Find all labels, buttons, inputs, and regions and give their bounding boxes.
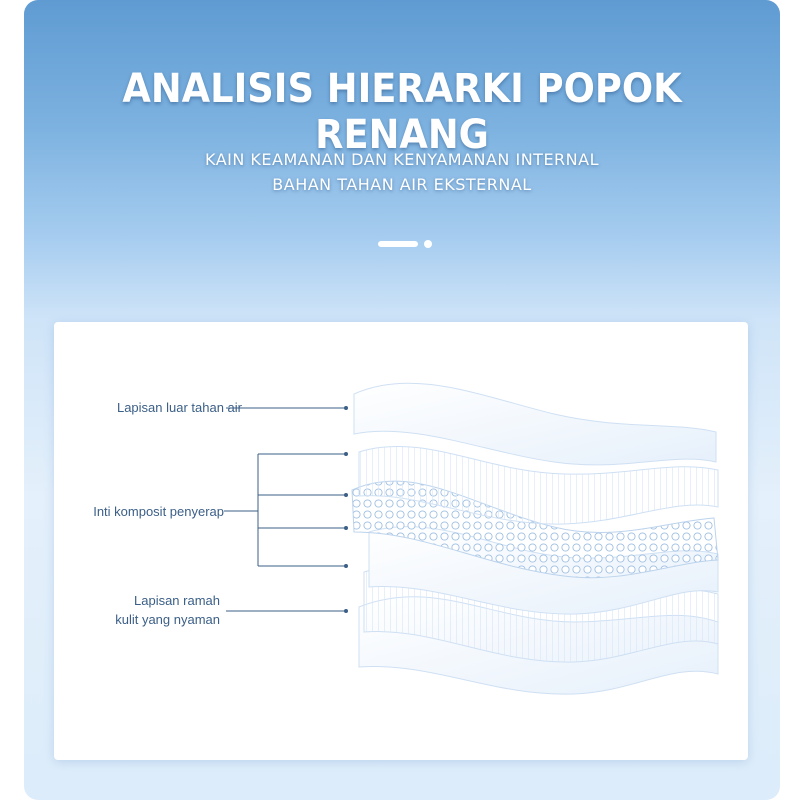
leader-dot: [344, 564, 348, 568]
label-absorbent-core: Inti komposit penyerap: [93, 504, 224, 519]
label-inner-layer-line1: Lapisan ramah: [134, 593, 220, 608]
label-inner-layer-line2: kulit yang nyaman: [115, 612, 220, 627]
leader-dot: [344, 493, 348, 497]
leader-dot: [344, 452, 348, 456]
label-outer-layer: Lapisan luar tahan air: [116, 400, 242, 415]
leader-dot: [344, 526, 348, 530]
leader-dot: [344, 609, 348, 613]
layer-diagram-card: [54, 322, 748, 760]
pager-dot[interactable]: [424, 240, 432, 248]
diaper-layers-illustration: [54, 322, 748, 760]
subtitle-line-1: KAIN KEAMANAN DAN KENYAMANAN INTERNAL: [204, 150, 599, 169]
leader-dot: [344, 406, 348, 410]
subtitle-line-2: BAHAN TAHAN AIR EKSTERNAL: [272, 175, 532, 194]
pager-active-indicator[interactable]: [378, 241, 418, 247]
page-title: ANALISIS HIERARKI POPOK RENANG: [122, 66, 682, 158]
